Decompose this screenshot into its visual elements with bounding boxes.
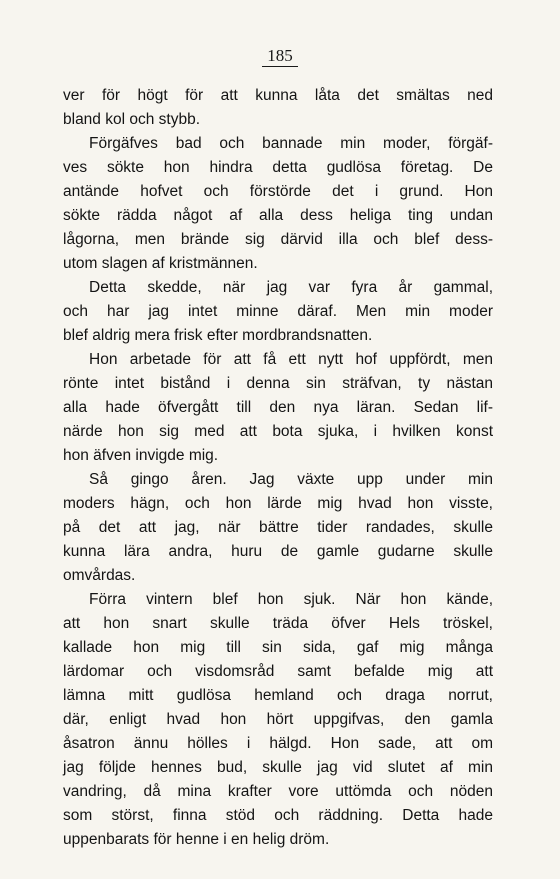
text-line: där, enligt hvad hon hört uppgifvas, den gamla — [63, 711, 493, 728]
paragraph — [63, 468, 493, 588]
text-line: uppenbarats för henne i en helig dröm. — [63, 831, 330, 848]
text-line: rönte intet bistånd i denna sin sträfvan, ty nästan — [63, 375, 493, 392]
text-line: lärdomar och visdomsråd samt befalde mig att — [63, 663, 493, 680]
text-line: som störst, finna stöd och räddning. Detta hade — [63, 807, 493, 824]
text-line: alla hade öfvergått till den nya läran. Sedan lif- — [63, 399, 493, 416]
text-line: hon äfven invigde mig. — [63, 447, 219, 464]
text-line: Förgäfves bad och bannade min moder, förgäf- — [89, 135, 493, 152]
paragraph — [63, 276, 493, 348]
text-line: lämna mitt gudlösa hemland och draga norrut, — [63, 687, 493, 704]
paragraph — [63, 348, 493, 468]
text-line: Detta skedde, när jag var fyra år gammal, — [89, 279, 493, 296]
text-line: ver för högt för att kunna låta det smältas ned — [63, 87, 493, 104]
paragraph — [63, 84, 493, 132]
text-line: och har jag intet minne däraf. Men min moder — [63, 303, 493, 320]
page-number-text: 185 — [262, 46, 298, 67]
text-line: ves sökte hon hindra detta gudlösa företag. De — [63, 159, 493, 176]
text-line: närde hon sig med att bota sjuka, i hvilken konst — [63, 423, 493, 440]
text-line: åsatron ännu hölles i hälgd. Hon sade, att om — [63, 735, 493, 752]
body-text — [63, 84, 493, 852]
paragraph — [63, 132, 493, 276]
text-line: lågorna, men brände sig därvid illa och blef dess- — [63, 231, 493, 248]
text-line: bland kol och stybb. — [63, 111, 201, 128]
text-line: jag följde hennes bud, skulle jag vid slutet af min — [63, 759, 493, 776]
text-line: Hon arbetade för att få ett nytt hof uppfördt, men — [89, 351, 493, 368]
paragraph — [63, 588, 493, 852]
page-number — [0, 46, 560, 66]
text-line: vandring, då mina krafter vore uttömda och nöden — [63, 783, 493, 800]
text-line: antände hofvet och förstörde det i grund. Hon — [63, 183, 493, 200]
text-line: utom slagen af kristmännen. — [63, 255, 258, 272]
text-line: omvårdas. — [63, 567, 136, 584]
text-line: Så gingo åren. Jag växte upp under min — [89, 471, 493, 488]
text-line: Förra vintern blef hon sjuk. När hon kände, — [89, 591, 493, 608]
text-line: blef aldrig mera frisk efter mordbrandsnatten. — [63, 327, 373, 344]
text-line: att hon snart skulle träda öfver Hels tröskel, — [63, 615, 493, 632]
text-line: på det att jag, när bättre tider randades, skulle — [63, 519, 493, 536]
text-line: kunna lära andra, huru de gamle gudarne skulle — [63, 543, 493, 560]
text-line: sökte rädda något af alla dess heliga ting undan — [63, 207, 493, 224]
text-line: kallade hon mig till sin sida, gaf mig många — [63, 639, 493, 656]
text-line: moders hägn, och hon lärde mig hvad hon visste, — [63, 495, 493, 512]
